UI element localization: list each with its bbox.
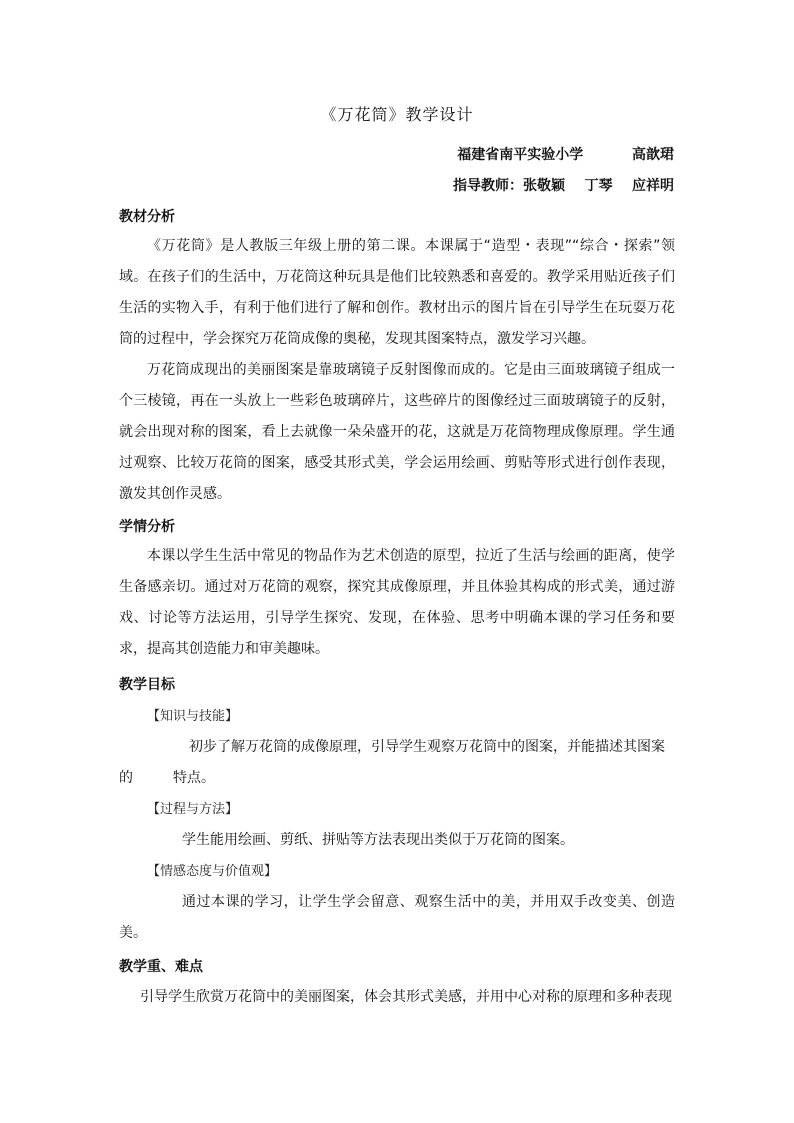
knowledge-skill-label: 【知识与技能】: [147, 709, 239, 724]
process-method-label: 【过程与方法】: [147, 802, 239, 817]
keypoints-paragraph: 引导学生欣赏万花筒中的美丽图案，体会其形式美感，并用中心对称的原理和多种表现: [140, 989, 672, 1005]
section-heading-learner: 学情分析: [119, 519, 175, 535]
learner-paragraph: 本课以学生生活中常见的物品作为艺术创造的原型，拉近了生活与绘画的距离，使学生备感亲切。通过对万花筒的观察，探究其成像原理，并且体验其构成的形式美，通过游戏、讨论等方法运用，引导学生探究、发现，在体验、思考中明确本课的学习任务和要求，提高其创造能力和审美趣味。: [119, 548, 675, 657]
knowledge-skill-tail: 的 特点。: [119, 770, 216, 786]
material-paragraph-2: 万花筒成现出的美丽图案是靠玻璃镜子反射图像而成的。它是由三面玻璃镜子组成一个三棱镜，再在一头放上一些彩色玻璃碎片，这些碎片的图像经过三面玻璃镜子的反射，就会出现对称的图案，看上去就像一朵朵盛开的花，这就是万花筒物理成像原理。学生通过观察、比较万花筒的图案，感受其形式美，学会运用绘画、剪贴等形式进行创作表现，激发其创作灵感。: [119, 362, 675, 502]
process-method-text: 学生能用绘画、剪纸、拼贴等方法表现出类似于万花筒的图案。: [182, 832, 574, 848]
author-line: 福建省南平实验小学 高歆珺: [457, 147, 674, 163]
knowledge-skill-text: 初步了解万花筒的成像原理，引导学生观察万花筒中的图案，并能描述其图案: [189, 739, 665, 755]
advisor-line: 指导教师：张敬颖 丁琴 应祥明: [453, 178, 674, 194]
section-heading-material: 教材分析: [119, 209, 175, 225]
attitude-values-label: 【情感态度与价值观】: [147, 864, 278, 879]
section-heading-goals: 教学目标: [119, 677, 175, 693]
document-title: 《万花筒》教学设计: [320, 105, 474, 124]
section-heading-keypoints: 教学重、难点: [119, 959, 203, 975]
attitude-values-text: 通过本课的学习，让学生学会留意、观察生活中的美，并用双手改变美、创造美。: [119, 894, 675, 941]
material-paragraph-1: 《万花筒》是人教版三年级上册的第二课。本课属于“造型・表现”“综合・探索”领域。在孩子们的生活中，万花筒这种玩具是他们比较熟悉和喜爱的。教学采用贴近孩子们生活的实物入手，有利于他们进行了解和创作。教材出示的图片旨在引导学生在玩耍万花筒的过程中，学会探究万花筒成像的奥秘，发现其图案特点，激发学习兴趣。: [119, 238, 675, 347]
